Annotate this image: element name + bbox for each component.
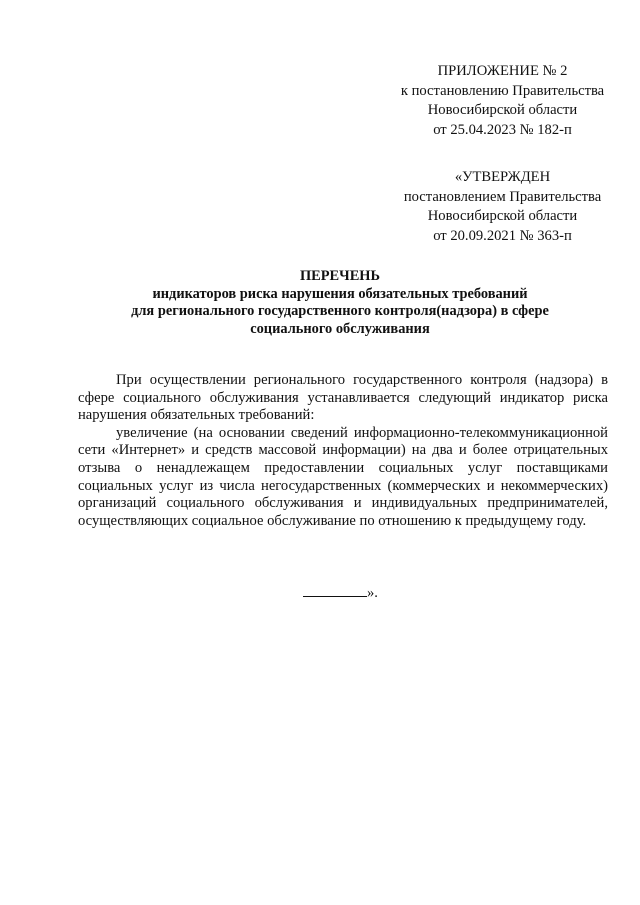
title-subline-3: социального обслуживания [250,320,430,337]
title-subline-1: индикаторов риска нарушения обязательных требований [152,285,528,302]
approval-heading: «УТВЕРЖДЕН [454,169,551,185]
approval-region: Новосибирской области [427,208,578,224]
closing-quote: ». [367,585,378,601]
document-title [60,268,620,338]
closing-line [303,583,378,602]
approval-stamp [380,168,625,246]
appendix-region: Новосибирской области [427,102,578,118]
signature-blank-line [303,583,367,597]
approval-date-number: от 20.09.2021 № 363-п [433,227,572,244]
appendix-date-number: от 25.04.2023 № 182-п [433,121,572,138]
body-paragraph-indicator: увеличение (на основании сведений информационно-телекоммуникационной сети «Интернет» и средств массовой информации) на два и более отрицательных отзыва о ненадлежащем предоставлении социальных услуг поставщиками социальных услуг из числа негосударственных (коммерческих и некоммерческих) организаций социального обслуживания и индивидуальных предпринимателей, осуществляющих социальное обслуживание по отношению к предыдущему году. [78,424,608,529]
title-subline-2: для регионального государственного контроля(надзора) в сфере [131,303,549,319]
appendix-resolution-ref: к постановлению Правительства [400,82,605,99]
document-body [78,372,608,530]
appendix-number: ПРИЛОЖЕНИЕ № 2 [437,63,568,79]
title-heading: ПЕРЕЧЕНЬ [299,268,381,284]
approval-resolution-ref: постановлением Правительства [403,188,602,205]
body-paragraph-intro: При осуществлении регионального государственного контроля (надзора) в сфере социального обслуживания устанавливается следующий индикатор риска нарушения обязательных требований: [78,372,608,424]
appendix-header [380,62,625,140]
